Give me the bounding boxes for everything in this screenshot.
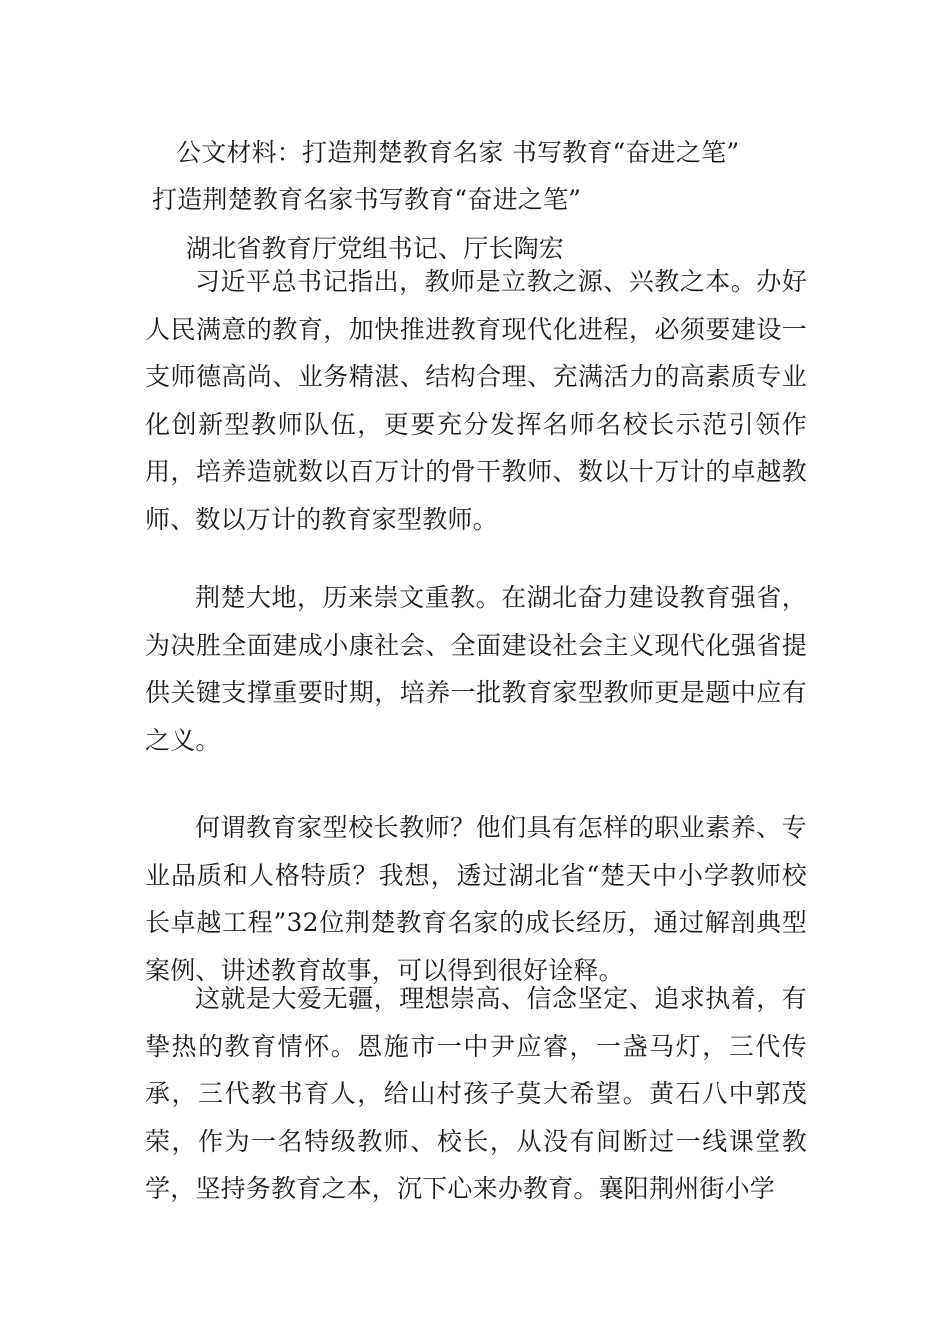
paragraph-1: 习近平总书记指出，教师是立教之源、兴教之本。办好人民满意的教育，加快推进教育现代化进程，必须要建设一支师德高尚、业务精湛、结构合理、充满活力的高素质专业化创新型教师队伍，更要充分发挥名师名校长示范引领作用，培养造就数以百万计的骨干教师、数以十万计的卓越教师、数以万计的教育家型教师。 — [145, 267, 807, 534]
document-heading-line2: 打造荆楚教育名家书写教育“奋进之笔” — [152, 185, 582, 214]
paragraph-3: 何谓教育家型校长教师？他们具有怎样的职业素养、专业品质和人格特质？我想，透过湖北省“楚天中小学教师校长卓越工程”32位荆楚教育名家的成长经历，通过解剖典型案例、讲述教育故事，可以得到很好诠释。 — [145, 813, 807, 985]
paragraph-4: 这就是大爱无疆，理想崇高、信念坚定、追求执着，有挚热的教育情怀。恩施市一中尹应睿，一盏马灯，三代传承，三代教书育人，给山村孩子莫大希望。黄石八中郭茂荣，作为一名特级教师、校长，从没有间断过一线课堂教学，坚持务教育之本，沉下心来办教育。襄阳荆州街小学 — [145, 984, 807, 1204]
paragraph-2: 荆楚大地，历来崇文重教。在湖北奋力建设教育强省，为决胜全面建成小康社会、全面建设社会主义现代化强省提供关键支撑重要时期，培养一批教育家型教师更是题中应有之义。 — [145, 583, 807, 755]
document-heading-line1: 公文材料：打造荆楚教育名家 书写教育“奋进之笔” — [176, 138, 740, 167]
document-author: 湖北省教育厅党组书记、厅长陶宏 — [186, 234, 565, 263]
